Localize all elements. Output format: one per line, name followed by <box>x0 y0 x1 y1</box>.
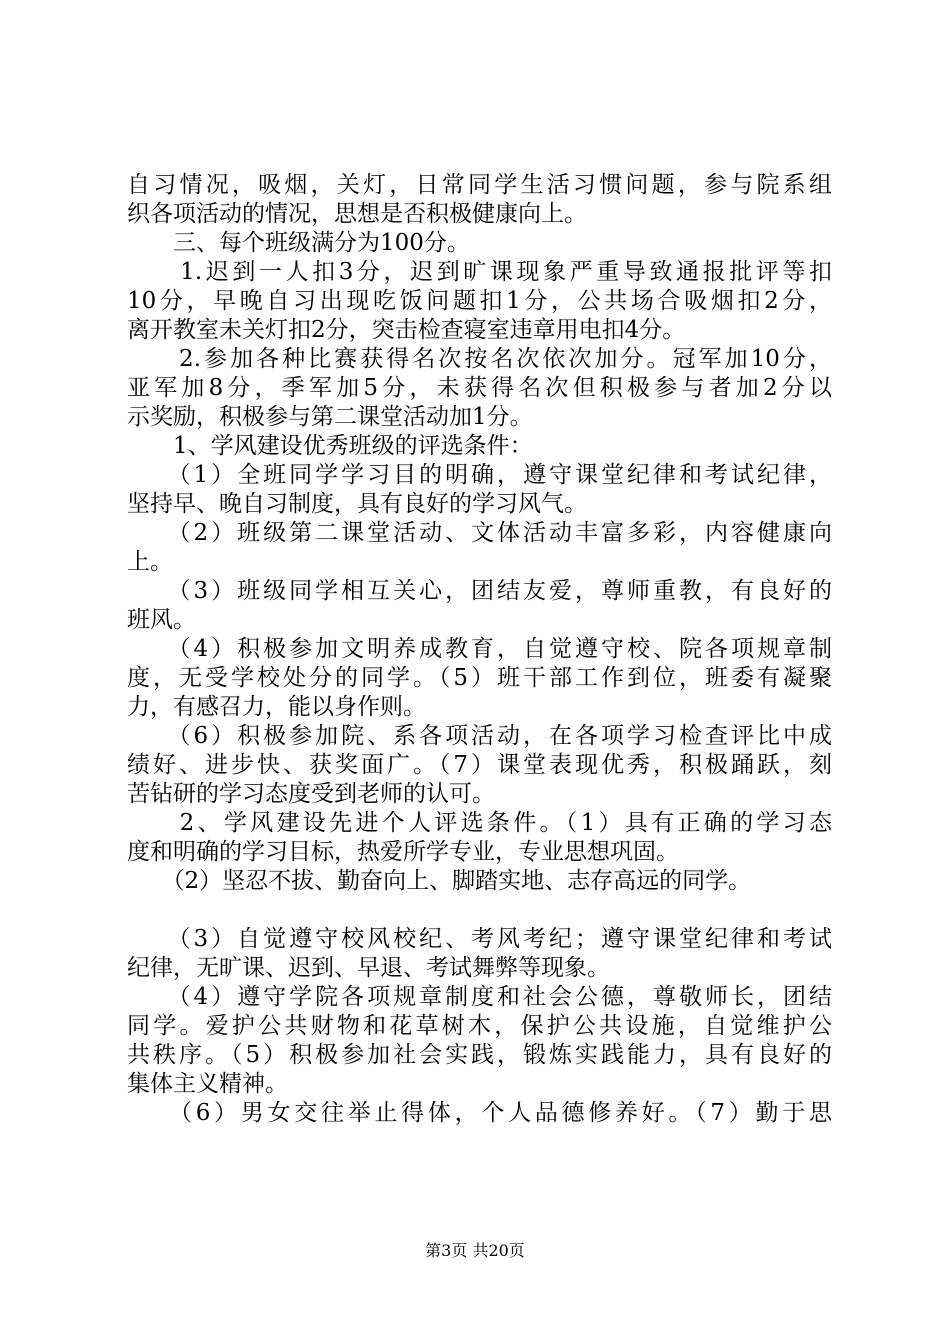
text-line: 班风。 <box>127 607 196 633</box>
text-line: 1.迟到一人扣3分，迟到旷课现象严重导致通报批评等扣 <box>127 259 832 285</box>
text-line: 坚持早、晚自习制度，具有良好的学习风气。 <box>127 491 587 517</box>
text-line: （2）坚忍不拔、勤奋向上、脚踏实地、志存高远的同学。 <box>127 868 752 894</box>
text-line: 共秩序。（5）积极参加社会实践，锻炼实践能力，具有良好的 <box>127 1042 832 1068</box>
text-line: 集体主义精神。 <box>127 1071 288 1097</box>
text-line: 度，无受学校处分的同学。（5）班干部工作到位，班委有凝聚 <box>127 665 832 691</box>
text-line: 2、学风建设先进个人评选条件。（1）具有正确的学习态 <box>127 810 832 836</box>
text-line: （6）积极参加院、系各项活动，在各项学习检查评比中成 <box>127 723 832 749</box>
text-line: （6）男女交往举止得体，个人品德修养好。（7）勤于思 <box>127 1100 832 1126</box>
text-line: 2.参加各种比赛获得名次按名次依次加分。冠军加10分， <box>127 346 832 372</box>
text-line: 10分，早晚自习出现吃饭问题扣1分，公共场合吸烟扣2分， <box>127 288 832 314</box>
text-line: 示奖励，积极参与第二课堂活动加1分。 <box>127 404 533 430</box>
text-line: （4）遵守学院各项规章制度和社会公德，尊敬师长，团结 <box>127 984 832 1010</box>
text-line: 苦钻研的学习态度受到老师的认可。 <box>127 781 495 807</box>
text-line: 绩好、进步快、获奖面广。（7）课堂表现优秀，积极踊跃，刻 <box>127 752 832 778</box>
text-line: 亚军加8分，季军加5分，未获得名次但积极参与者加2分以 <box>127 375 832 401</box>
blank-line <box>127 896 832 925</box>
text-line: 同学。爱护公共财物和花草树木，保护公共设施，自觉维护公 <box>127 1013 832 1039</box>
page-footer: 第3页 共20页 <box>425 1241 525 1260</box>
text-line: （3）班级同学相互关心，团结友爱，尊师重教，有良好的 <box>127 578 832 604</box>
text-line: 1、学风建设优秀班级的评选条件： <box>127 433 533 459</box>
text-line: 度和明确的学习目标，热爱所学专业，专业思想巩固。 <box>127 839 679 865</box>
text-line: （3）自觉遵守校风校纪、考风考纪；遵守课堂纪律和考试 <box>127 926 832 952</box>
text-line: 自习情况，吸烟，关灯，日常同学生活习惯问题，参与院系组 <box>127 172 832 198</box>
text-line: （2）班级第二课堂活动、文体活动丰富多彩，内容健康向 <box>127 520 832 546</box>
text-line: 织各项活动的情况，思想是否积极健康向上。 <box>127 201 587 227</box>
text-line: 上。 <box>127 549 173 575</box>
text-line: 纪律，无旷课、迟到、早退、考试舞弊等现象。 <box>127 955 610 981</box>
text-line: 离开教室未关灯扣2分，突击检查寝室违章用电扣4分。 <box>127 317 686 343</box>
text-line: （4）积极参加文明养成教育，自觉遵守校、院各项规章制 <box>127 636 832 662</box>
text-line: （1）全班同学学习目的明确，遵守课堂纪律和考试纪律， <box>127 462 832 488</box>
text-line: 力，有感召力，能以身作则。 <box>127 694 426 720</box>
body-text <box>127 171 832 1128</box>
text-line: 三、每个班级满分为100分。 <box>127 230 470 256</box>
